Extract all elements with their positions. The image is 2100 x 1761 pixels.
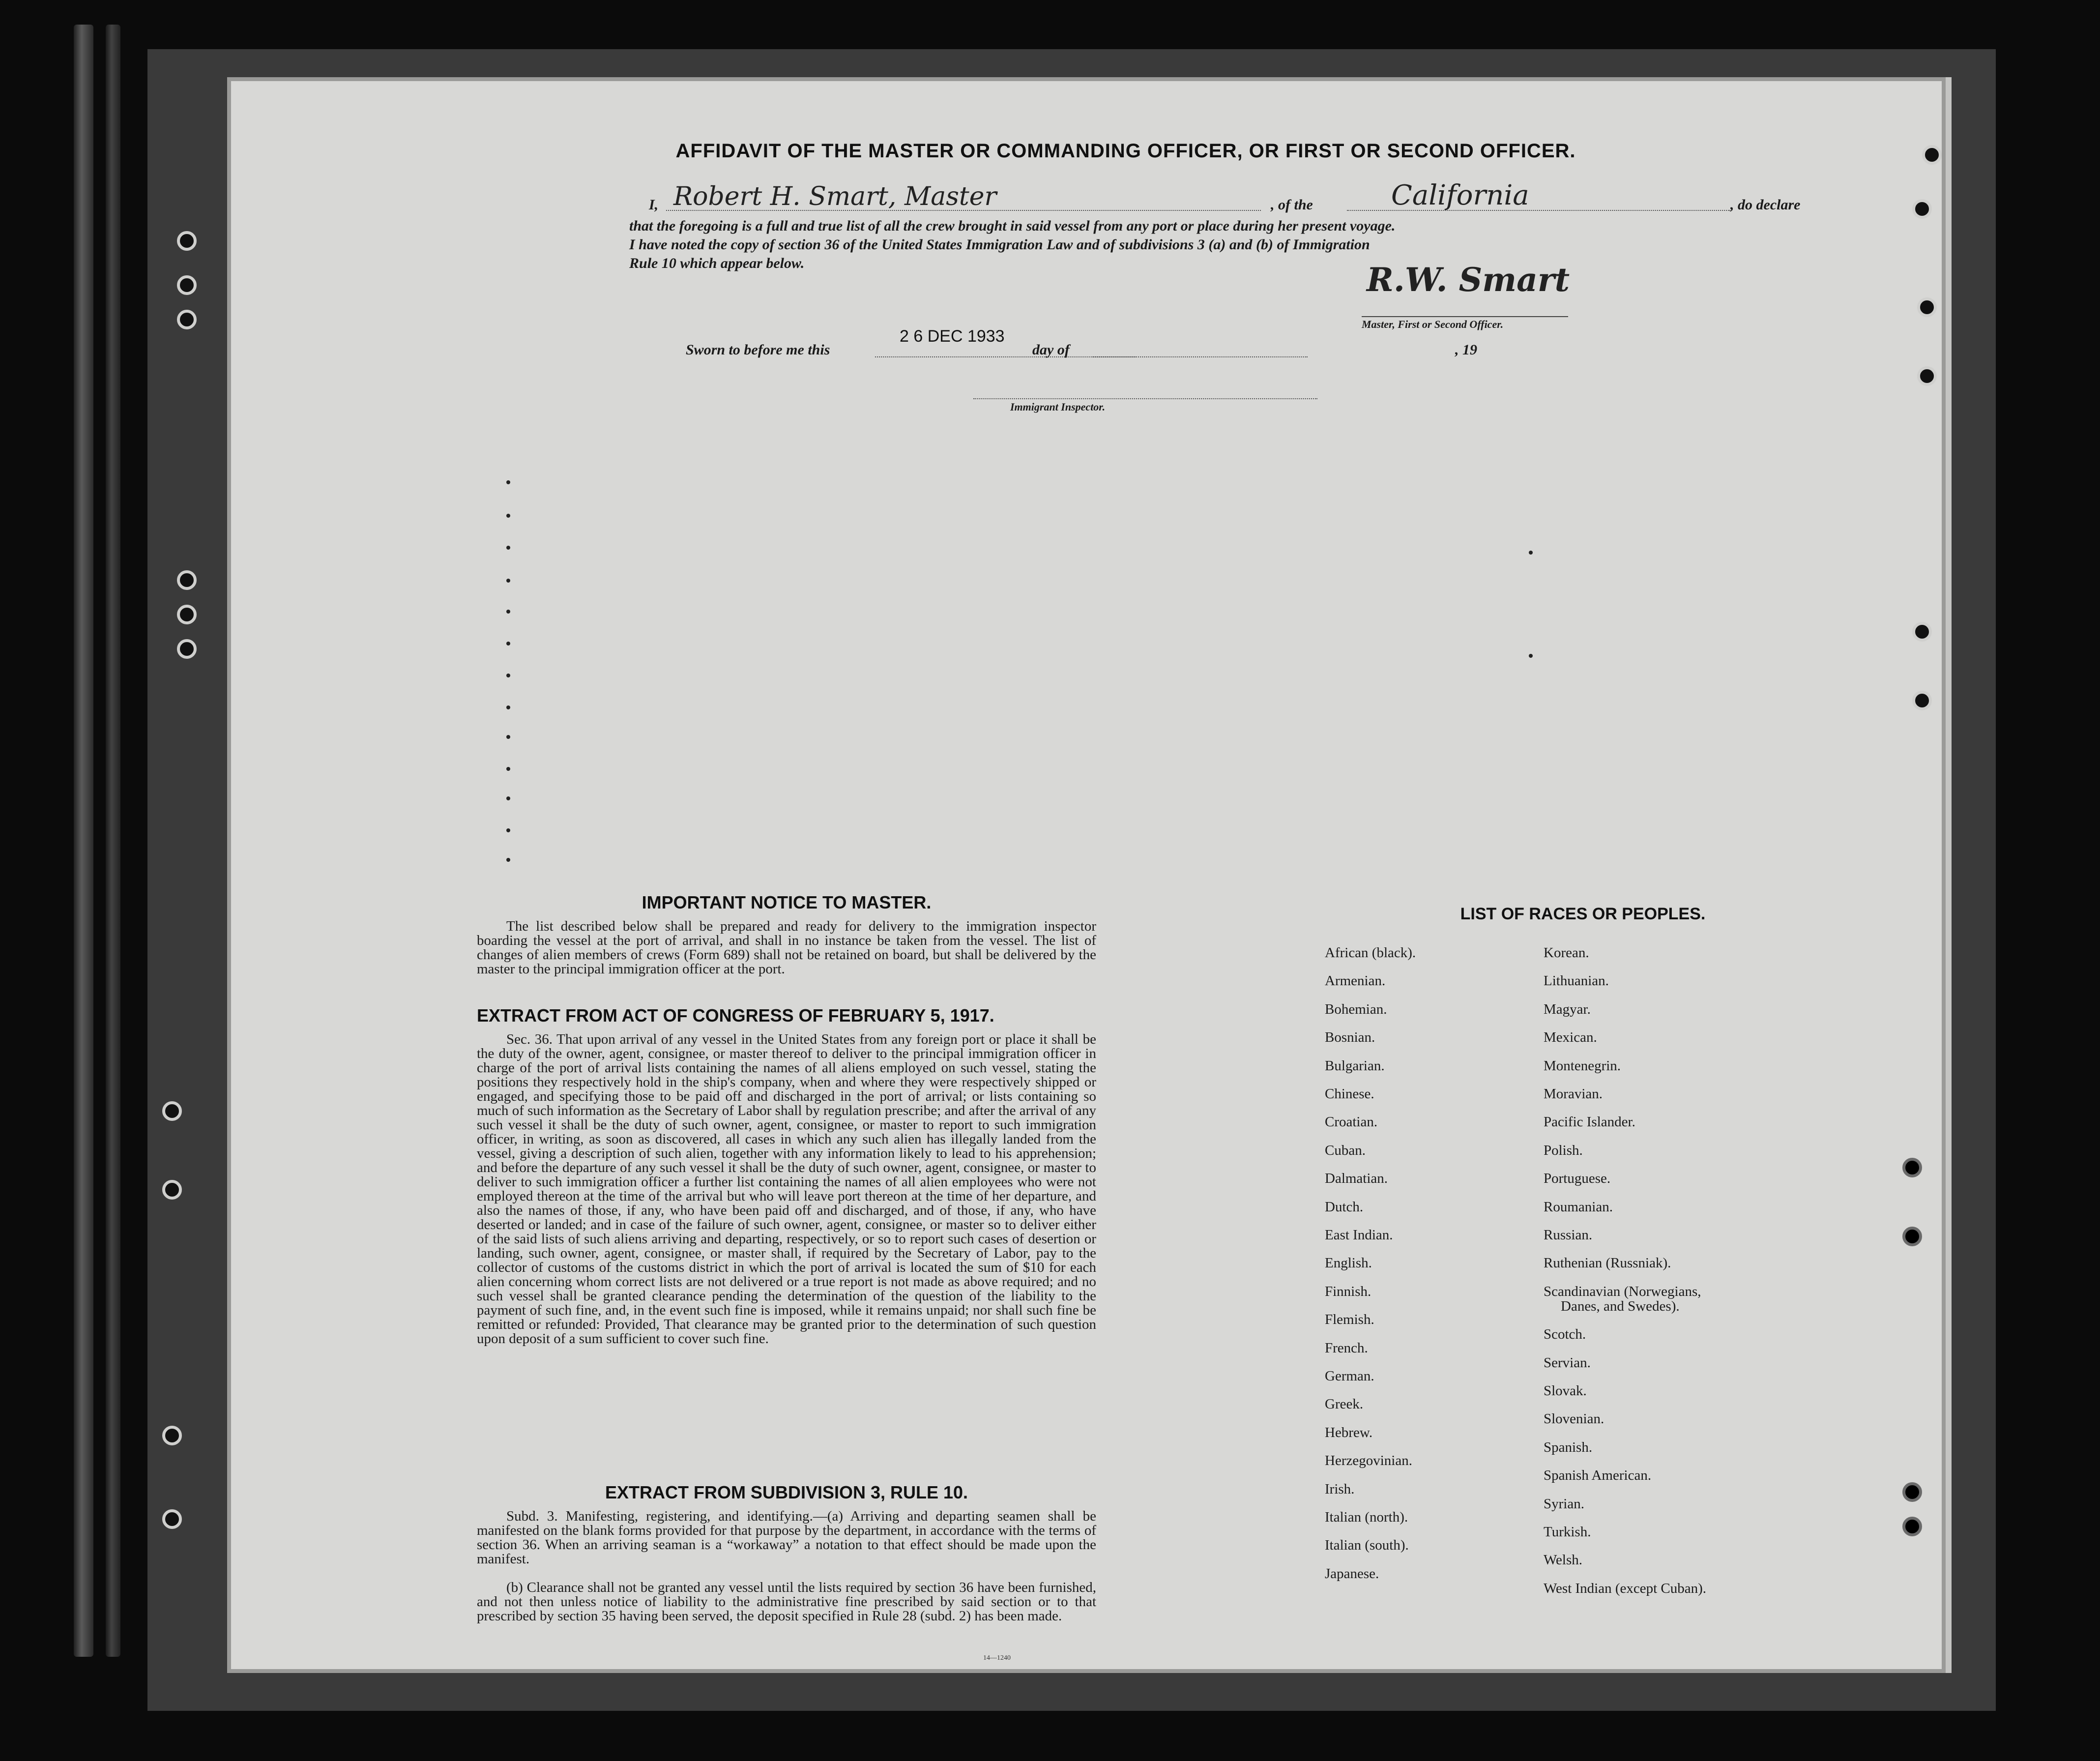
race-right-item: Servian. [1544,1354,1591,1371]
page-hole [1922,145,1942,165]
affidavit-i-label: I, [649,197,659,213]
extract-rule-text-a: Subd. 3. Manifesting, registering, and identifying.—(a) Arriving and departing seamen shall be manifested on the blank forms provided for that purpose by the department, in accordance with the terms of section 36. When an arriving seaman is a “workaway” a notation to that effect should be made upon the manifest. [477,1508,1096,1567]
bleed-dot [506,480,510,484]
of-the-label: , of the [1271,197,1313,213]
race-left-item: Flemish. [1325,1312,1374,1328]
race-right-item: Spanish. [1544,1439,1593,1455]
race-right-item: Ruthenian (Russniak). [1544,1255,1671,1271]
race-left-item: Dutch. [1325,1199,1364,1215]
race-right-item: Russian. [1544,1227,1593,1243]
signature-caption: Master, First or Second Officer. [1362,316,1568,331]
binder-hole [177,605,197,624]
extract-act-title: EXTRACT FROM ACT OF CONGRESS OF FEBRUARY 5, 1917. [477,1005,994,1026]
race-left-item: Bohemian. [1325,1001,1387,1017]
affidavit-sentence-1: that the foregoing is a full and true list of all the crew brought in said vessel from any port or place during her present voyage. [629,218,1396,234]
race-left-item: Chinese. [1325,1086,1374,1102]
bleed-dot [506,735,510,739]
race-left-item: Dalmatian. [1325,1171,1388,1187]
day-of-label: day of [1032,342,1070,358]
race-left-item: Herzegovinian. [1325,1453,1412,1469]
year-label: , 19 [1455,342,1477,358]
notice-text: The list described below shall be prepared and ready for delivery to the immigration inspector boarding the vessel at the port of arrival, and shall in no instance be taken from the vessel. The list of changes of alien members of crews (Form 689) shall not be retained on board, but shall be delivered by the master to the principal immigration officer at the port. [477,918,1096,977]
race-right-item: Scandinavian (Norwegians, [1544,1283,1701,1299]
race-right-item: Danes, and Swedes). [1561,1298,1680,1314]
bleed-dot [1529,551,1533,555]
races-title: LIST OF RACES OR PEOPLES. [1460,905,1706,923]
race-right-item: Magyar. [1544,1001,1591,1017]
page-hole [1902,1517,1922,1536]
race-left-item: Bulgarian. [1325,1057,1385,1074]
binder-hole [177,275,197,295]
race-right-item: West Indian (except Cuban). [1544,1580,1707,1596]
extract-rule-text-b: (b) Clearance shall not be granted any vessel until the lists required by section 36 have been furnished, and not then unless notice of liability to the administrative fine prescribed by said section or to that prescribed by section 35 having been served, the deposit specified in Rule 28 (subd. 2) has been made. [477,1580,1096,1624]
race-left-item: Italian (south). [1325,1537,1409,1554]
page-hole [1912,199,1932,219]
bleed-dot [506,579,510,583]
page-hole [1902,1227,1922,1246]
race-right-item: Slovenian. [1544,1411,1604,1427]
race-left-item: Bosnian. [1325,1029,1375,1046]
page-hole [1917,297,1937,317]
race-right-item: Pacific Islander. [1544,1114,1635,1130]
affidavit-title: AFFIDAVIT OF THE MASTER OR COMMANDING OFFICER, OR FIRST OR SECOND OFFICER. [675,140,1576,162]
race-left-item: Finnish. [1325,1283,1371,1299]
bleed-dot [506,642,510,646]
bleed-dot [506,767,510,771]
race-left-item: Croatian. [1325,1114,1378,1130]
binder-hole [162,1509,182,1529]
race-left-item: East Indian. [1325,1227,1393,1243]
bleed-dot [1529,654,1533,658]
bleed-dot [506,705,510,709]
race-right-item: Scotch. [1544,1326,1586,1343]
race-left-item: Hebrew. [1325,1424,1373,1440]
race-right-item: Slovak. [1544,1383,1587,1399]
race-left-item: Cuban. [1325,1142,1366,1158]
race-right-item: Montenegrin. [1544,1057,1621,1074]
binder-edge-inner [106,25,120,1657]
race-left-item: German. [1325,1368,1374,1384]
bleed-dot [506,858,510,862]
race-left-item: Japanese. [1325,1565,1379,1582]
race-left-item: Irish. [1325,1481,1355,1497]
page-hole [1912,691,1932,710]
bleed-dot [506,514,510,518]
race-right-item: Spanish American. [1544,1468,1652,1484]
bleed-dot [506,796,510,800]
page-hole [1912,622,1932,642]
race-left-item: English. [1325,1255,1372,1271]
page-hole [1902,1158,1922,1177]
race-right-item: Turkish. [1544,1524,1591,1540]
inspector-signature-line [973,398,1317,399]
inspector-caption: Immigrant Inspector. [1010,401,1106,413]
bleed-dot [506,828,510,832]
binder-hole [162,1101,182,1121]
affidavit-sentence-2: I have noted the copy of section 36 of the United States Immigration Law and of subdivisions 3 (a) and (b) of Immigration [629,236,1370,253]
race-right-item: Syrian. [1544,1496,1584,1512]
race-right-item: Korean. [1544,945,1589,961]
race-left-item: Greek. [1325,1396,1364,1412]
binder-hole [177,639,197,659]
race-left-item: African (black). [1325,945,1416,961]
form-number: 14—1240 [983,1654,1011,1662]
signer-name: Robert H. Smart, Master [673,182,997,211]
bleed-dot [506,546,510,550]
do-declare-label: , do declare [1730,197,1801,213]
binder-hole [177,231,197,251]
page-hole [1902,1482,1922,1502]
race-right-item: Roumanian. [1544,1199,1613,1215]
sworn-label: Sworn to before me this [686,342,830,358]
race-right-item: Welsh. [1544,1552,1583,1568]
master-signature: R.W. Smart [1367,261,1570,299]
race-right-item: Lithuanian. [1544,973,1609,989]
race-right-item: Moravian. [1544,1086,1603,1102]
affidavit-sentence-3: Rule 10 which appear below. [629,255,805,271]
race-left-item: Armenian. [1325,973,1386,989]
binder-hole [162,1426,182,1445]
page-hole [1917,366,1937,386]
binder-hole [162,1180,182,1200]
race-right-item: Mexican. [1544,1029,1597,1046]
race-left-item: Italian (north). [1325,1509,1408,1525]
binder-edge [74,25,93,1657]
vessel-name: California [1391,179,1529,211]
notice-title: IMPORTANT NOTICE TO MASTER. [642,892,932,912]
sworn-date-stamp: 2 6 DEC 1933 [900,327,1005,346]
extract-act-text: Sec. 36. That upon arrival of any vessel in the United States from any foreign port or place it shall be the duty of the owner, agent, consignee, or master thereof to deliver to the principal immigration officer in charge of the port of arrival lists containing the names of all aliens employed on such vessel, stating the positions they respectively hold in the ship's company, when and where they were respectively shipped or engaged, and specifying those to be paid off and discharged in the port of arrival; or lists containing so much of such information as the Secretary of Labor shall by regulation prescribe; and after the arrival of any such vessel it shall be the duty of such owner, agent, consignee, or master to report to such immigration officer, in writing, as soon as discovered, all cases in which any such alien has illegally landed from the vessel, giving a description of such alien, together with any information likely to lead to his apprehension; and before the departure of any such vessel it shall be the duty of such owner, agent, consignee, or master to deliver to such immigration officer a further list containing the names of all alien employees who were not employed thereon at the time of the arrival but who will leave port thereon at the time of her departure, and also the names of those, if any, who have been paid off and discharged, and of those, if any, who have deserted or landed; and in case of the failure of such owner, agent, consignee, or master so to deliver either of the said lists of such aliens arriving and departing, respectively, or so to report such cases of desertion or landing, such owner, agent, consignee, or master shall, if required by the Secretary of Labor, pay to the collector of customs of the customs district in which the port of arrival is located the sum of $10 for each alien concerning whom correct lists are not delivered or a true report is not made as above required; and no such vessel shall be granted clearance pending the determination of the question of the liability to the payment of such fine, and, in the event such fine is imposed, while it remains unpaid; nor shall such fine be remitted or refunded: Provided, That clearance may be granted prior to the determination of such question upon deposit of a sum sufficient to cover such fine. [477,1031,1096,1347]
race-left-item: French. [1325,1340,1368,1356]
extract-rule-title: EXTRACT FROM SUBDIVISION 3, RULE 10. [605,1482,968,1502]
month-line [1091,356,1308,357]
race-right-item: Polish. [1544,1142,1583,1158]
bleed-dot [506,674,510,677]
affidavit-page [231,81,1942,1669]
binder-hole [177,310,197,329]
bleed-dot [506,610,510,614]
race-right-item: Portuguese. [1544,1171,1611,1187]
binder-hole [177,570,197,590]
